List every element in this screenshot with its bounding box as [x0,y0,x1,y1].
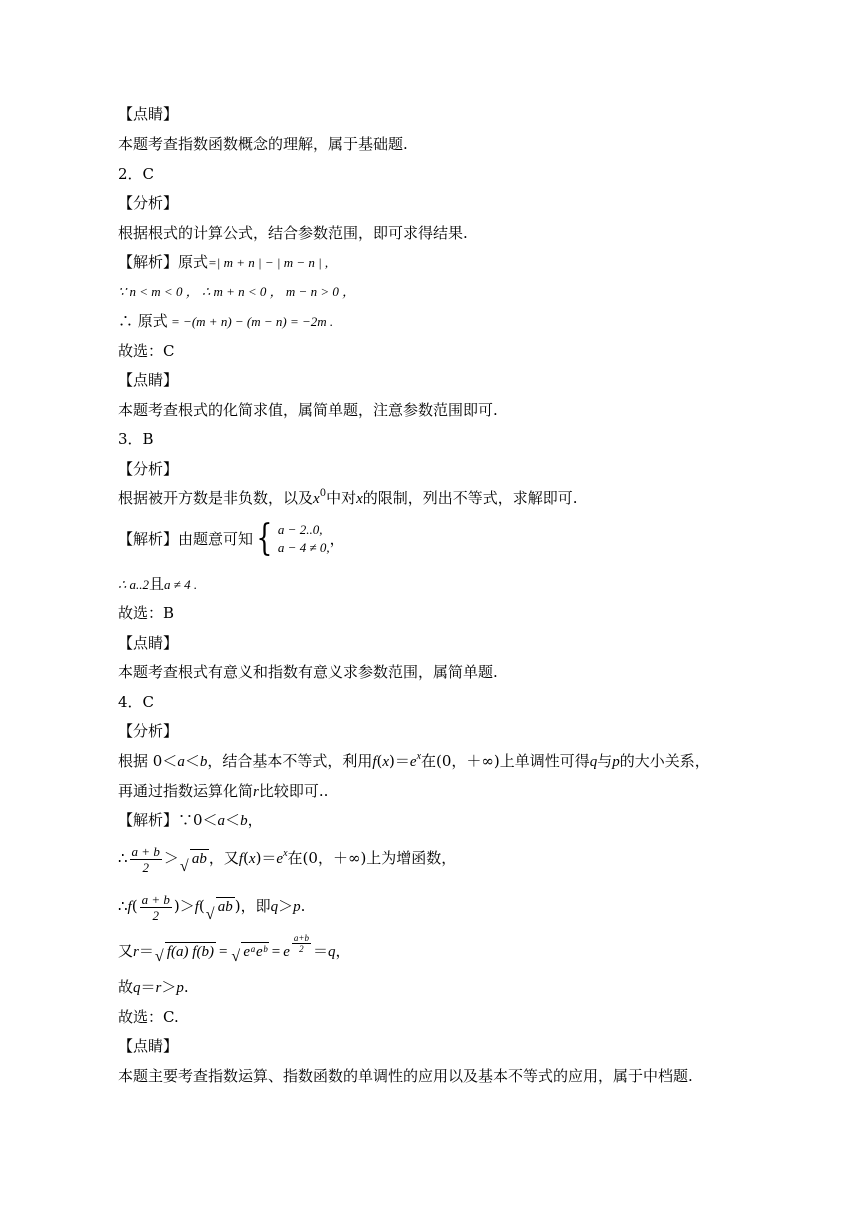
text-span: ( [376,752,383,770]
math-expression: = −(m + n) − (m − n) = −2m . [167,314,334,329]
variable-p: p [176,980,184,996]
function-f: f [238,851,244,867]
exponent: x [283,848,288,859]
text-span: ，结合基本不等式，利用 [207,752,373,770]
radical-sign: √ [179,858,189,875]
solution-line [118,520,345,557]
text-span: 与 [597,752,613,770]
text-span: ＜ [184,752,200,770]
section-heading-dianjing: 【点睛】 [118,105,179,123]
text-span: )＝ [255,849,277,867]
variable-q: q [270,899,279,915]
square-root [180,841,209,877]
square-root [206,889,235,925]
variable-x: x [356,491,363,507]
function-f: f [372,754,377,770]
text-span: ＞ [278,897,294,915]
math-expression: ∵ n < m < 0 ， ∴ m + n < 0 ， m − n > 0 ， [118,284,356,299]
fraction [140,892,172,923]
text-span: 在(0，＋∞)上为增函数， [287,849,457,867]
variable-x: x [248,851,256,867]
math-expression: ∴ a..2 [118,577,150,592]
text-span: . [300,897,306,915]
section-heading-fenxi: 【分析】 [118,460,179,478]
solution-line [118,977,189,998]
solution-line [118,252,328,273]
text-span: ＜ [225,811,241,829]
variable-r: r [253,784,259,800]
text-span: ＞ [161,978,177,996]
text-span: ( [131,897,138,915]
text-span: ＝ [312,942,328,960]
answer-label: 3．B [118,430,154,448]
constant-e: e [283,944,290,960]
variable-r: r [155,980,162,996]
solution-line [118,888,305,925]
section-heading-dianjing: 【点睛】 [118,634,179,652]
variable-b: b [240,813,248,829]
section-heading-fenxi: 【分析】 [118,194,179,212]
variable-q: q [133,980,141,996]
numerator: a+b [293,932,309,943]
section-heading-dianjing: 【点睛】 [118,1037,179,1055]
variable-r: r [133,944,139,960]
solution-line [118,574,197,595]
constant-e: e [409,754,417,770]
text-span: ( [198,897,205,915]
paragraph [118,781,328,802]
variable-x: x [313,491,320,507]
text-span: ∴ [118,897,128,915]
text-span: ∴ 原式 [118,312,168,330]
variable-a: a [217,813,226,829]
exponent: x [416,751,422,762]
text-span: ＝ [140,978,156,996]
solution-line [118,311,333,332]
function-f: f [127,899,132,915]
paragraph: 本题主要考查指数运算、指数函数的单调性的应用以及基本不等式的应用，属于中档题. [118,1067,693,1085]
text-span: 的限制，列出不等式，求解即可. [362,489,578,507]
paragraph: 本题考查根式有意义和指数有意义求参数范围，属简单题. [118,663,498,681]
text-span: 故 [118,978,134,996]
square-root [231,937,268,967]
radicand: ab [217,899,233,915]
variable-x: x [382,754,390,770]
constant-e: e [276,851,284,867]
radicand: eᵃeᵇ [243,944,267,960]
text-span: 在(0，＋∞)上单调性可得 [421,752,590,770]
text-span: ( [243,849,249,867]
solution-line [118,810,263,831]
denominator: 2 [142,859,149,875]
paragraph: 本题考查指数函数概念的理解，属于基础题. [118,135,408,153]
text-span: ＞ [163,849,179,867]
text-span: ∴ [118,849,128,867]
solution-label: 【解析】原式 [118,253,209,271]
answer-choice: 故选：B [118,604,175,622]
solution-label: 【解析】由题意可知 [118,530,254,548]
inequality-system [278,521,330,557]
text-span: . [183,978,189,996]
paragraph [118,488,578,511]
text-span: 又 [118,942,134,960]
text-span: )＞ [173,897,195,915]
paragraph [118,751,710,774]
text-span: ＝ [138,942,154,960]
function-f: f [194,899,199,915]
text-span: 的大小关系， [619,752,710,770]
solution-label: 【解析】∵0＜ [118,811,218,829]
text-span: ， [335,942,351,960]
variable-p: p [293,899,301,915]
text-span: ， [247,811,263,829]
math-expression: =| m + n | − | m − n | , [208,255,329,270]
section-heading-fenxi: 【分析】 [118,722,179,740]
text-span: 中对 [326,489,357,507]
inequality: a − 2..0, [277,522,323,537]
text-span: ， [329,530,345,548]
answer-choice: 故选：C [118,342,175,360]
radical-sign: √ [205,906,215,923]
exponent-fraction [292,933,311,954]
variable-a: a [177,754,185,770]
text-span: 根据被开方数是非负数，以及 [118,489,314,507]
paragraph: 根据根式的计算公式，结合参数范围，即可求得结果. [118,224,468,242]
text-span: )，即 [234,897,271,915]
text-span: 再通过指数运算化简 [118,782,254,800]
numerator: a + b [141,891,170,907]
text-span: 根据 0＜ [118,752,178,770]
denominator: 2 [299,943,304,954]
left-brace: { [256,518,273,559]
radicand: f(a) f(b) [166,944,214,960]
text-span: 且 [149,575,165,593]
answer-label: 2．C [118,165,155,183]
equals-sign: = [218,944,228,960]
square-root [155,937,216,967]
variable-p: p [612,754,620,770]
radicand: ab [191,851,207,867]
radical-sign: √ [231,948,241,965]
denominator: 2 [152,907,159,923]
math-expression: a ≠ 4 . [164,577,198,592]
exponent: 0 [319,488,327,499]
variable-b: b [199,754,208,770]
variable-q: q [327,944,336,960]
fraction [130,844,162,875]
radical-sign: √ [154,948,164,965]
section-heading-dianjing: 【点睛】 [118,371,179,389]
numerator: a + b [131,843,160,859]
text-span: 比较即可.. [258,782,329,800]
solution-line [118,840,456,879]
text-span: ，又 [208,849,239,867]
answer-choice: 故选：C. [118,1008,179,1026]
inequality: a − 4 ≠ 0, [277,540,330,555]
solution-line [118,932,351,967]
variable-q: q [589,754,598,770]
equals-sign: = [271,944,281,960]
text-span: )＝ [389,752,410,770]
paragraph: 本题考查根式的化简求值，属简单题，注意参数范围即可. [118,401,498,419]
answer-label: 4．C [118,693,155,711]
